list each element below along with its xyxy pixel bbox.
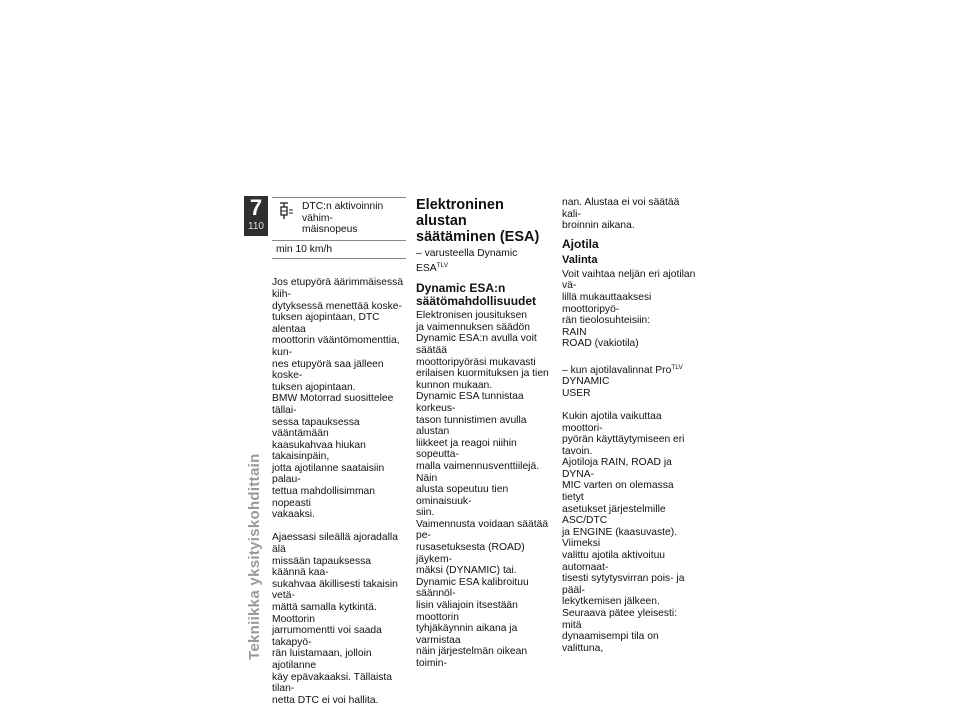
paragraph: Elektronisen jousituksen ja vaimennuksen säädön Dynamic ESA:n avulla voit säätää moottoripyöräsi mukavasti erilaisen kuormituksen ja tien kunnon mukaan. Dynamic ESA tunnistaa korkeus- tason tunnistimen avulla alustan liikkeet ja reagoi niihin sopeutta- malla vaimennusventtiilejä. Näin alusta sopeutuu tien ominaisuuk- siin. Vaimennusta voidaan säätää pe- rusasetuksesta (ROAD) jäykem- mäksi (DYNAMIC) tai. Dynamic ESA kalibroituu säännöl- lisin väliajoin itsestään moottorin tyhjäkäynnin aikana ja varmistaa näin järjestelmän oikean toimin- xyxy=(416,310,549,669)
dtc-pressure-icon xyxy=(276,201,298,221)
spec-row-header xyxy=(272,198,406,241)
column-3 xyxy=(562,197,696,654)
spec-table xyxy=(272,197,406,259)
chapter-marker xyxy=(244,196,268,236)
option-sup: TLV xyxy=(436,261,449,269)
section-title-ajotila: Ajotila xyxy=(562,236,599,251)
subsection-title-valinta: Valinta xyxy=(562,253,598,266)
paragraph: Jos etupyörä äärimmäisessä kiih- dytyksessä menettää koske- tuksen ajopintaan, DTC alentaa moottorin vääntömomenttia, kun- nes etupyörä saa jälleen koske- tuksen ajopintaan. BMW Motorrad suosittelee tällai- sessa tapauksessa vääntämään kaasukahvaa hiukan takaisinpäin, jotta ajotilanne saataisiin palau- tettua mahdollisimman nopeasti vakaaksi. xyxy=(272,277,404,521)
paragraph: nan. Alustaa ei voi säätää kali- broinnin aikana. xyxy=(562,197,680,232)
paragraph: DYNAMIC USER xyxy=(562,376,610,399)
column-2 xyxy=(416,197,550,670)
option-text: – kun ajotilavalinnat Pro xyxy=(562,364,672,376)
chapter-title: Tekniikka yksityiskohdittain xyxy=(246,453,263,660)
paragraph: Ajaessasi sileällä ajoradalla älä missään tapauksessa käännä kaa- sukahvaa äkillisesti takaisin vetä- mättä samalla kytkintä. Moottorin jarrumomentti voi saada takapyö- rän luistamaan, jolloin ajotilanne käy epävakaaksi. Tällaista tilan- netta DTC ei voi hallita. xyxy=(272,532,398,706)
option-note xyxy=(562,362,696,377)
page-number: 110 xyxy=(248,221,264,232)
option-text: – varusteella Dynamic ESA xyxy=(416,248,518,274)
side-title xyxy=(246,453,263,660)
spec-row-value xyxy=(272,241,406,259)
paragraph: Voit vaihtaa neljän eri ajotilan vä- lillä mukauttaaksesi moottoripyö- rän tieolosuhteisiin: RAIN ROAD (vakiotila) xyxy=(562,268,696,350)
spec-label: DTC:n aktivoinnin vähim- mäisnopeus xyxy=(302,201,384,236)
section-title: Elektroninen alustan säätäminen (ESA) xyxy=(416,197,540,245)
option-sup: TLV xyxy=(671,363,683,371)
column-1 xyxy=(272,197,406,706)
spec-value: min 10 km/h xyxy=(276,243,333,255)
chapter-number: 7 xyxy=(249,195,263,220)
option-note xyxy=(416,248,550,274)
subsection-title: Dynamic ESA:n säätömahdollisuudet xyxy=(416,281,537,309)
paragraph: Kukin ajotila vaikuttaa moottori- pyörän käyttäytymiseen eri tavoin. Ajotiloja RAIN, ROAD ja DYNA- MIC varten on olemassa tietyt asetukset järjestelmille ASC/DTC ja ENGINE (kaasuvaste). Viimeksi valittu ajotila aktivoituu automaat- tisesti sytytysvirran pois- ja pääl- lekytkemisen jälkeen. Seuraava pätee yleisesti: mitä dynaamisempi tila on valittuna, xyxy=(562,410,685,654)
